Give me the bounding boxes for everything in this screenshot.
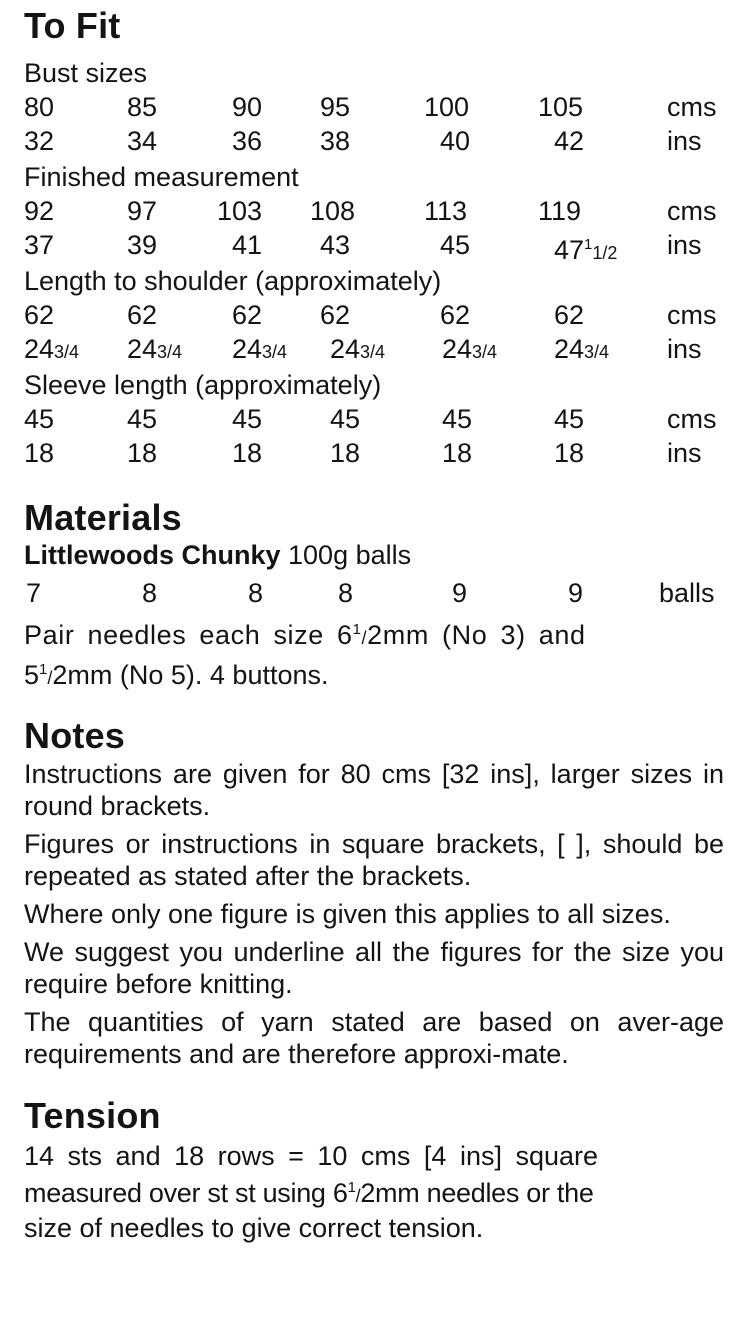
size-value: 90 <box>232 92 263 122</box>
size-value-fraction: 243/4 <box>554 334 610 364</box>
unit-label: ins <box>667 230 702 260</box>
size-value: 45 <box>442 404 473 434</box>
balls-value: 8 <box>338 578 354 608</box>
unit-label: cms <box>667 404 717 434</box>
size-value: 36 <box>232 126 263 156</box>
size-value-fraction: 243/4 <box>330 334 386 364</box>
size-value: 39 <box>127 230 158 260</box>
length-to-shoulder-label: Length to shoulder (approximately) <box>24 266 442 296</box>
balls-value: 9 <box>568 578 584 608</box>
size-value: 18 <box>232 438 263 468</box>
size-value: 113 <box>424 196 468 226</box>
balls-value: 8 <box>248 578 264 608</box>
tension-line-3: size of needles to give correct tension. <box>24 1213 484 1243</box>
bust-ins-row <box>24 124 724 158</box>
length-ins-row <box>24 332 724 366</box>
size-value: 34 <box>127 126 158 156</box>
size-value: 62 <box>232 300 263 330</box>
bust-sizes-label: Bust sizes <box>24 58 148 88</box>
sleeve-length-label: Sleeve length (approximately) <box>24 370 382 400</box>
size-value: 42 <box>554 126 585 156</box>
size-value: 62 <box>440 300 471 330</box>
note-paragraph: The quantities of yarn stated are based on aver-age requirements and are therefore approxi-mate. <box>24 1007 724 1069</box>
note-paragraph: Where only one figure is given this applies to all sizes. <box>24 899 671 929</box>
balls-row <box>24 576 724 610</box>
size-value: 37 <box>24 230 55 260</box>
unit-label: cms <box>667 300 717 330</box>
size-value: 18 <box>127 438 158 468</box>
size-value-fraction: 243/4 <box>127 334 183 364</box>
yarn-weight: 100g balls <box>288 540 412 570</box>
balls-unit: balls <box>659 578 715 608</box>
finished-cms-row <box>24 194 724 228</box>
needles-line-2: $5^1/2mm$ (No 5). 4 buttons. <box>24 660 329 690</box>
size-value: 103 <box>217 196 263 226</box>
size-value: 45 <box>24 404 55 434</box>
size-value-fraction: 243/4 <box>442 334 498 364</box>
size-value: 45 <box>440 230 471 260</box>
size-value: 45 <box>127 404 158 434</box>
size-value: 105 <box>538 92 584 122</box>
note-paragraph: We suggest you underline all the figures for the size you require before knitting. <box>24 937 724 999</box>
finished-ins-row <box>24 228 724 265</box>
size-value: 119 <box>538 196 582 226</box>
tension-line-2: measured over st st using $6^1/2mm$ needles or the <box>24 1178 594 1208</box>
knitting-pattern-page <box>24 0 724 1244</box>
size-value: 18 <box>554 438 585 468</box>
size-value: 43 <box>320 230 351 260</box>
size-value: 100 <box>424 92 470 122</box>
size-value: 32 <box>24 126 55 156</box>
unit-label: ins <box>667 126 702 156</box>
size-value: 40 <box>440 126 471 156</box>
size-value: 62 <box>554 300 585 330</box>
size-value: 45 <box>232 404 263 434</box>
sleeve-cms-row <box>24 402 724 436</box>
unit-label: cms <box>667 92 717 122</box>
size-value: 80 <box>24 92 55 122</box>
note-paragraph: Instructions are given for 80 cms [32 ins], larger sizes in round brackets. <box>24 759 724 821</box>
yarn-line <box>24 538 724 572</box>
size-value: 108 <box>310 196 356 226</box>
notes-heading: Notes <box>24 715 126 756</box>
to-fit-heading: To Fit <box>24 5 121 46</box>
size-value: 62 <box>320 300 351 330</box>
size-value: 45 <box>330 404 361 434</box>
finished-measurement-label: Finished measurement <box>24 162 299 192</box>
size-value-fraction: $47^11/2$ <box>554 235 618 265</box>
balls-value: 9 <box>452 578 468 608</box>
size-value: 18 <box>442 438 473 468</box>
size-value: 41 <box>232 230 263 260</box>
size-value: 92 <box>24 196 55 226</box>
size-value: 62 <box>24 300 55 330</box>
unit-label: cms <box>667 196 717 226</box>
unit-label: ins <box>667 334 702 364</box>
unit-label: ins <box>667 438 702 468</box>
size-value: 95 <box>320 92 351 122</box>
size-value: 62 <box>127 300 158 330</box>
size-value: 18 <box>330 438 361 468</box>
size-value-fraction: 243/4 <box>232 334 288 364</box>
length-cms-row <box>24 298 724 332</box>
fraction: 1/2 <box>592 243 618 263</box>
sleeve-ins-row <box>24 436 724 470</box>
yarn-brand: Littlewoods Chunky <box>24 540 281 570</box>
balls-value: 7 <box>26 578 42 608</box>
size-value: 18 <box>24 438 55 468</box>
needles-line-1: Pair needles each size $6^1/2mm$ (No 3) and <box>24 620 586 650</box>
size-value: 97 <box>127 196 158 226</box>
bust-cms-row <box>24 90 724 124</box>
note-paragraph: Figures or instructions in square brackets, [ ], should be repeated as stated after the brackets. <box>24 829 724 891</box>
size-value: 85 <box>127 92 158 122</box>
balls-value: 8 <box>142 578 158 608</box>
size-value: 45 <box>554 404 585 434</box>
materials-heading: Materials <box>24 497 182 538</box>
tension-line-1: 14 sts and 18 rows = 10 cms [4 ins] square <box>24 1141 599 1171</box>
fraction-numerator: 1 <box>584 236 593 253</box>
size-value: 38 <box>320 126 351 156</box>
size-value-fraction: 243/4 <box>24 334 80 364</box>
tension-heading: Tension <box>24 1095 161 1136</box>
